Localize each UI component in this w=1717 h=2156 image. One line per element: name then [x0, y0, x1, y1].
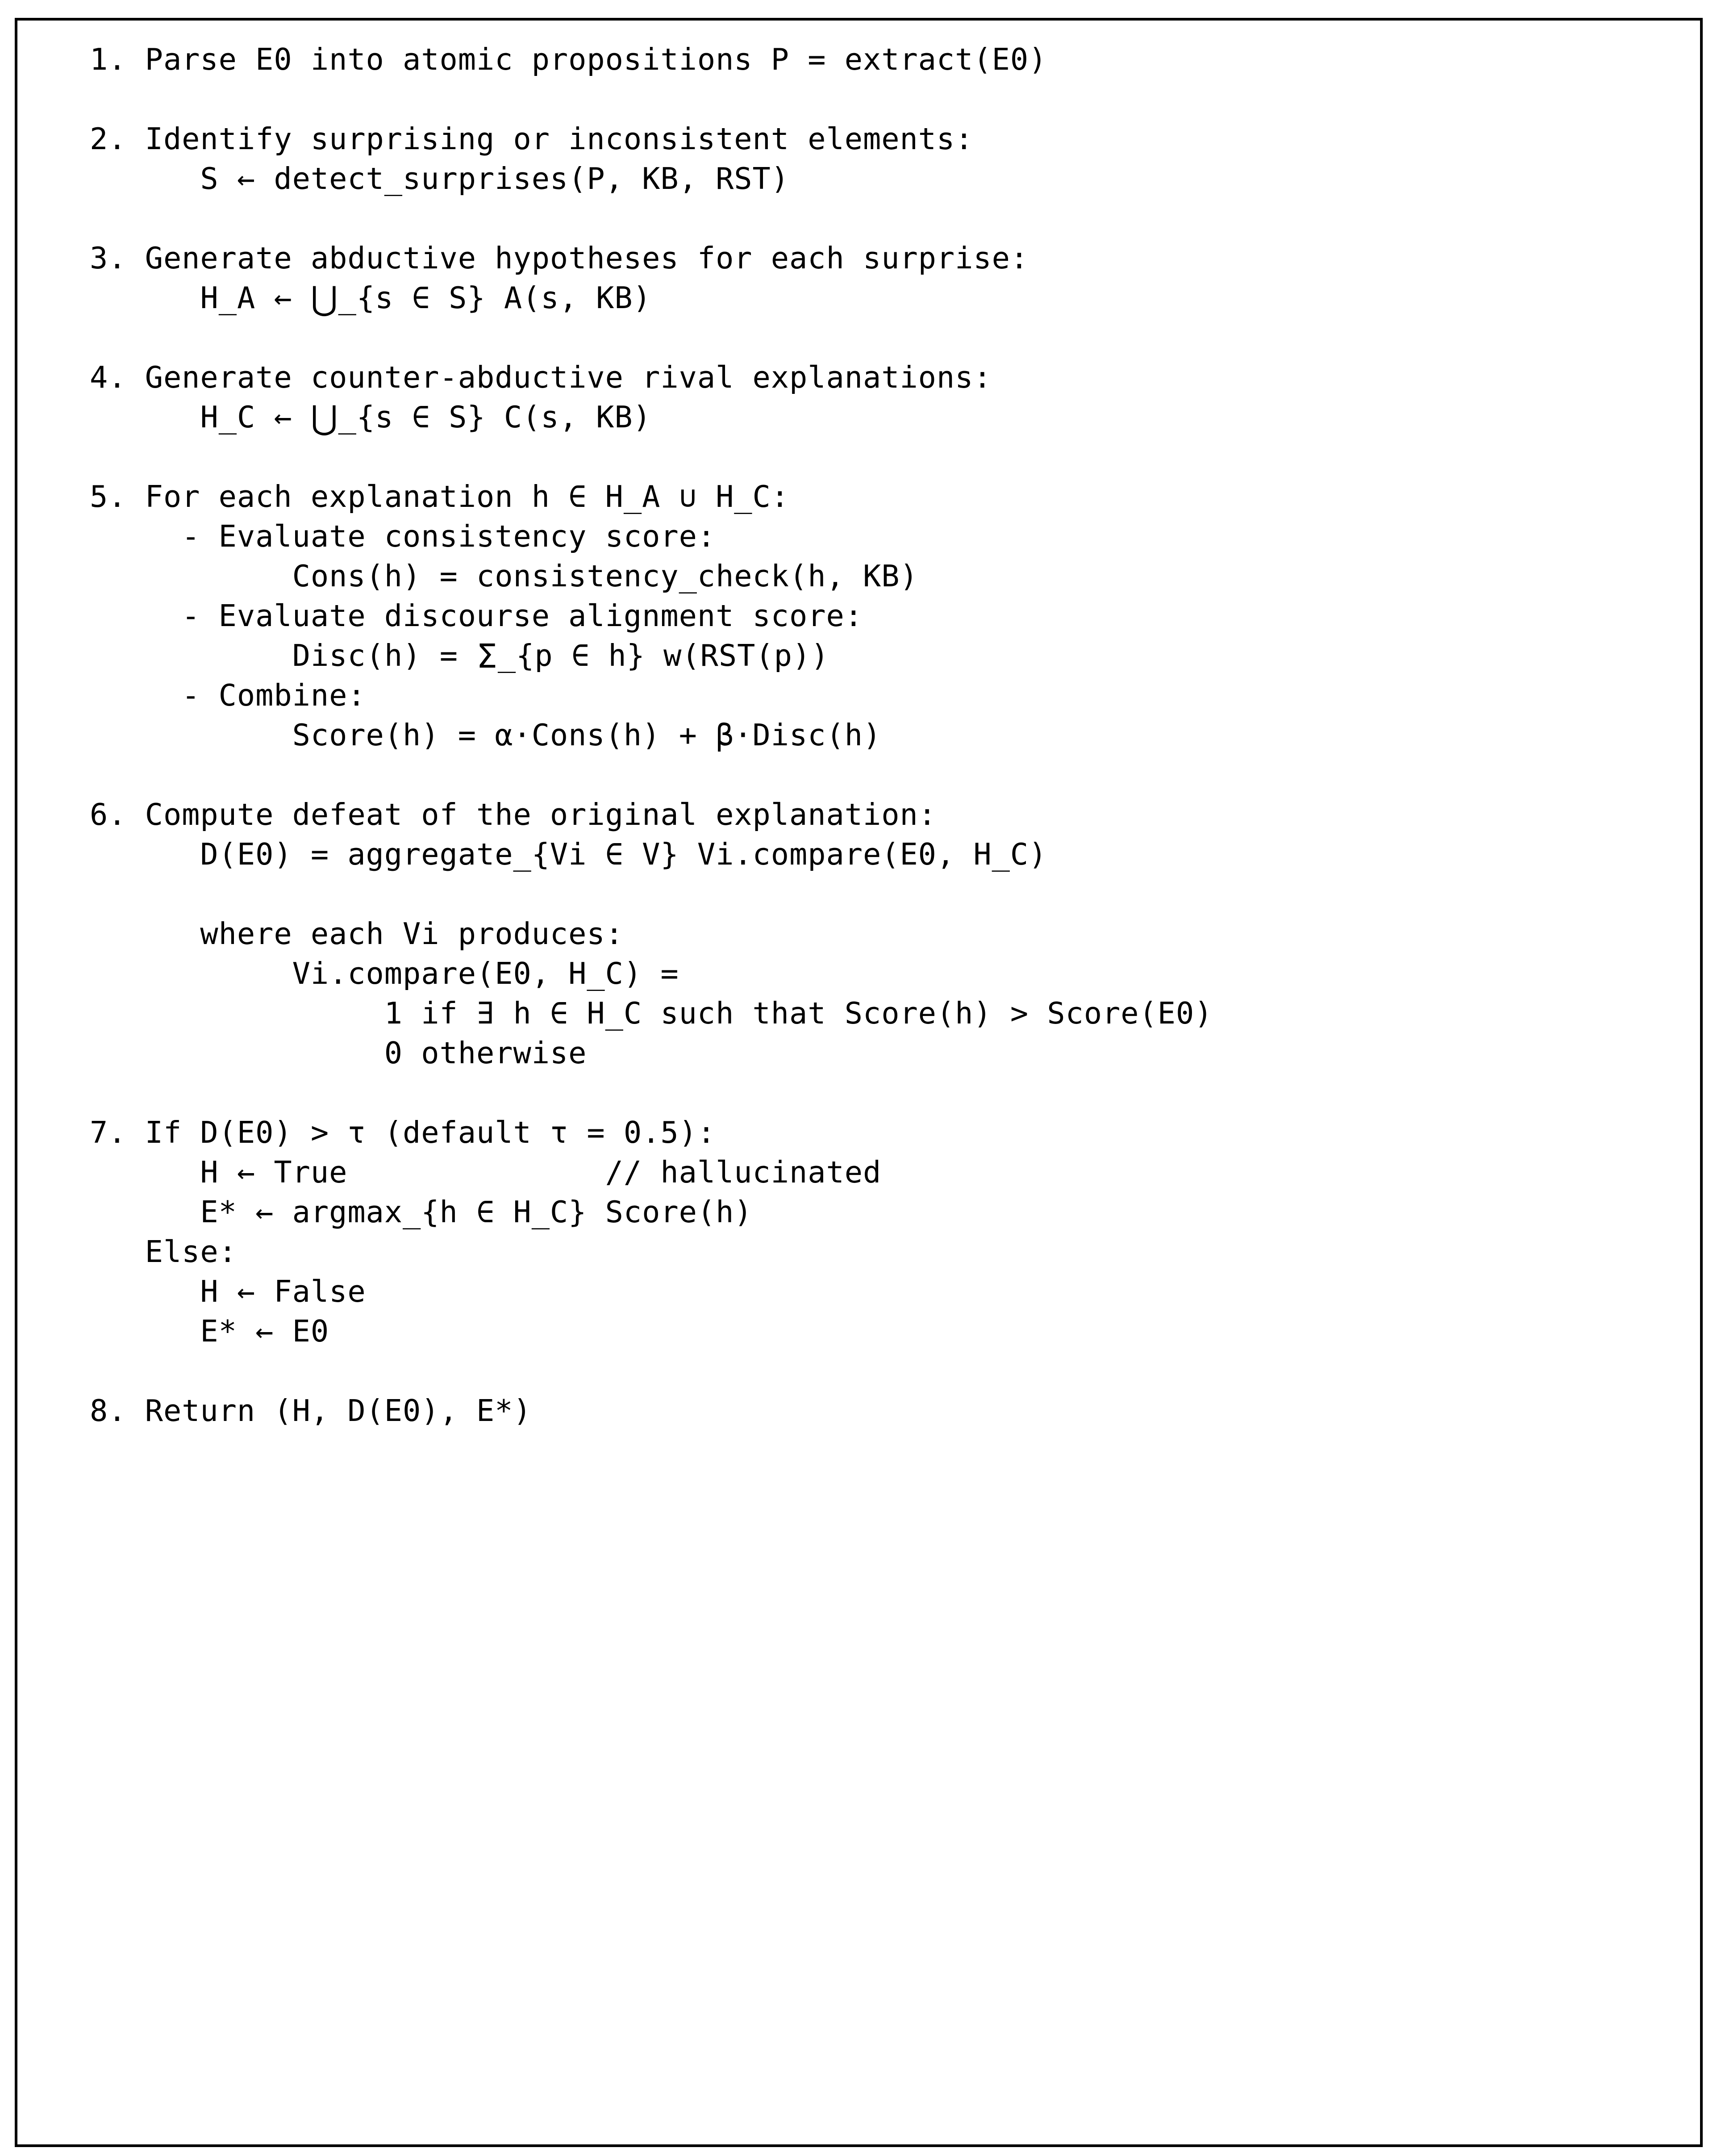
code-line: Else:	[90, 1234, 237, 1269]
code-line	[90, 318, 1700, 358]
code-line: E* ← E0	[90, 1314, 329, 1349]
algorithm-box	[15, 18, 1703, 2147]
code-line	[90, 1351, 1700, 1391]
code-line: Vi.compare(E0, H_C) =	[90, 956, 679, 991]
code-line: 7. If D(E0) > τ (default τ = 0.5):	[90, 1115, 716, 1150]
code-line: H_A ← ⋃_{s ∈ S} A(s, KB)	[200, 280, 651, 318]
code-line: Disc(h) = Σ_{p ∈ h} w(RST(p))	[292, 637, 829, 676]
code-line: 0 otherwise	[90, 1036, 587, 1070]
big-union-icon: ⋃	[311, 280, 338, 318]
code-line: Score(h) = α·Cons(h) + β·Disc(h)	[90, 718, 882, 752]
code-line: 3. Generate abductive hypotheses for each surprise:	[90, 241, 1029, 276]
pseudocode-listing	[17, 26, 1700, 1431]
code-line: 5. For each explanation h ∈ H_A ∪ H_C:	[90, 479, 790, 514]
code-line	[90, 874, 1700, 914]
code-line: - Evaluate discourse alignment score:	[90, 598, 863, 633]
code-line: 1 if ∃ h ∈ H_C such that Score(h) > Score(E0)	[90, 996, 1213, 1031]
code-line: 1. Parse E0 into atomic propositions P = extract(E0)	[90, 42, 1047, 77]
code-line: H_C ← ⋃_{s ∈ S} C(s, KB)	[200, 399, 651, 437]
code-line: D(E0) = aggregate_{Vi ∈ V} Vi.compare(E0, H_C)	[90, 837, 1047, 872]
code-line: - Evaluate consistency score:	[90, 519, 716, 554]
code-line: 2. Identify surprising or inconsistent elements:	[90, 121, 974, 156]
code-line	[90, 199, 1700, 238]
code-line: 4. Generate counter-abductive rival explanations:	[90, 360, 992, 395]
code-line: H ← True // hallucinated	[90, 1155, 882, 1190]
big-union-icon: ⋃	[311, 399, 338, 437]
code-line	[90, 1073, 1700, 1113]
sigma-icon: Σ	[476, 637, 498, 676]
code-line: 6. Compute defeat of the original explanation:	[90, 797, 937, 832]
code-line: Cons(h) = consistency_check(h, KB)	[90, 559, 918, 593]
code-line	[90, 437, 1700, 477]
code-line: E* ← argmax_{h ∈ H_C} Score(h)	[90, 1195, 753, 1229]
code-line: H ← False	[90, 1274, 366, 1309]
code-line	[90, 755, 1700, 795]
code-line: - Combine:	[90, 678, 366, 713]
code-line: 8. Return (H, D(E0), E*)	[90, 1393, 532, 1428]
code-line: S ← detect_surprises(P, KB, RST)	[90, 161, 790, 196]
code-line	[90, 79, 1700, 119]
code-line: where each Vi produces:	[90, 916, 624, 951]
